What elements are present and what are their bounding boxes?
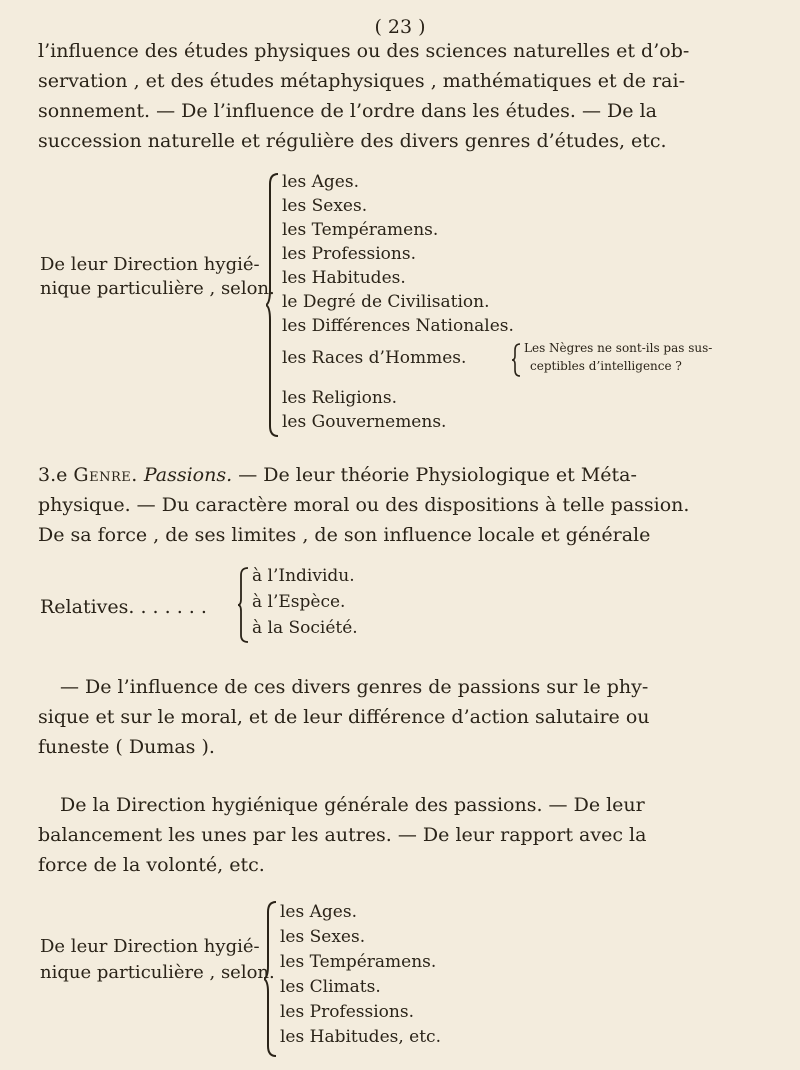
- list-item: les Différences Nationales.: [282, 316, 514, 336]
- paragraph-line: De la Direction hygiénique générale des passions. — De leur: [60, 794, 645, 816]
- paragraph-line: sique et sur le moral, et de leur différence d’action salutaire ou: [38, 706, 650, 728]
- paragraph-line: physique. — Du caractère moral ou des dispositions à telle passion.: [38, 494, 690, 516]
- paragraph-line: — De l’influence de ces divers genres de passions sur le phy-: [60, 676, 649, 698]
- list-item: les Ages.: [280, 902, 357, 922]
- list-item: les Climats.: [280, 977, 381, 997]
- left-brace-icon: [264, 900, 278, 1058]
- list-item: les Tempéramens.: [282, 220, 439, 240]
- list-item: les Ages.: [282, 172, 359, 192]
- paragraph-line: funeste ( Dumas ).: [38, 736, 215, 758]
- left-brace-icon: [238, 566, 250, 644]
- relatives-label: Relatives. . . . . . .: [40, 596, 207, 618]
- paragraph-line: servation , et des études métaphysiques , mathématiques et de rai-: [38, 70, 685, 92]
- list-item: les Sexes.: [282, 196, 368, 216]
- right-brace-icon: [512, 342, 522, 378]
- paragraph-line: balancement les unes par les autres. — De leur rapport avec la: [38, 824, 647, 846]
- list-item: les Habitudes.: [282, 268, 406, 288]
- list-item: les Habitudes, etc.: [280, 1027, 441, 1047]
- direction-label-line: nique particulière , selon.: [40, 278, 275, 299]
- section-heading-line: [38, 464, 637, 486]
- direction-label-line: nique particulière , selon.: [40, 962, 275, 983]
- list-item: à l’Individu.: [252, 566, 355, 586]
- footnote-line: ceptibles d’intelligence ?: [530, 359, 682, 373]
- list-item: à la Société.: [252, 618, 358, 638]
- section-genre-label: Genre.: [73, 464, 138, 486]
- paragraph-line: l’influence des études physiques ou des sciences naturelles et d’ob-: [38, 40, 690, 62]
- paragraph-line: succession naturelle et régulière des divers genres d’études, etc.: [38, 130, 667, 152]
- direction-label-line: De leur Direction hygié-: [40, 936, 260, 957]
- direction-label-line: De leur Direction hygié-: [40, 254, 260, 275]
- section-line-rest: — De leur théorie Physiologique et Méta-: [238, 464, 637, 486]
- left-brace-icon: [266, 172, 280, 438]
- list-item: à l’Espèce.: [252, 592, 346, 612]
- list-item: les Races d’Hommes.: [282, 348, 467, 368]
- list-item: les Professions.: [280, 1002, 414, 1022]
- section-title: Passions.: [143, 464, 233, 486]
- paragraph-line: force de la volonté, etc.: [38, 854, 265, 876]
- list-item: les Religions.: [282, 388, 397, 408]
- footnote-line: Les Nègres ne sont-ils pas sus-: [524, 341, 713, 355]
- section-number: 3.e: [38, 464, 68, 486]
- list-item: les Gouvernemens.: [282, 412, 447, 432]
- page-number: ( 23 ): [374, 16, 426, 38]
- list-item: les Professions.: [282, 244, 416, 264]
- paragraph-line: De sa force , de ses limites , de son influence locale et générale: [38, 524, 651, 546]
- list-item: les Sexes.: [280, 927, 366, 947]
- list-item: le Degré de Civilisation.: [282, 292, 490, 312]
- paragraph-line: sonnement. — De l’influence de l’ordre dans les études. — De la: [38, 100, 657, 122]
- list-item: les Tempéramens.: [280, 952, 437, 972]
